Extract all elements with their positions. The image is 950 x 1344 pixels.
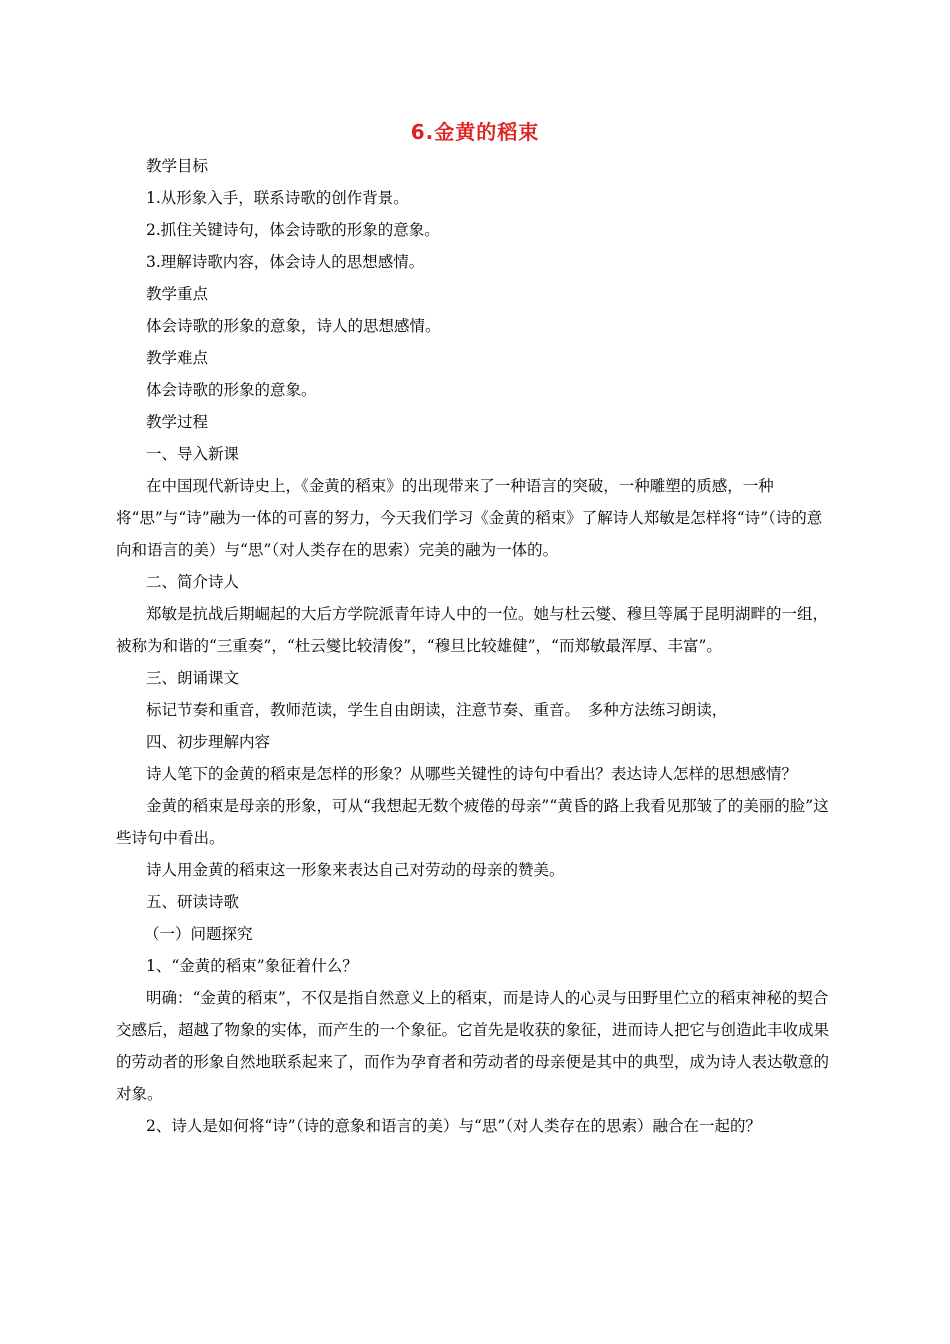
paragraph: 诗人笔下的金黄的稻束是怎样的形象？从哪些关键性的诗句中看出？表达诗人怎样的思想感情？ — [146, 765, 798, 783]
subsection-heading: （一）问题探究 — [144, 925, 253, 943]
heading-teaching-goals: 教学目标 — [146, 157, 209, 175]
paragraph: 体会诗歌的形象的意象，诗人的思想感情。 — [146, 317, 441, 335]
paragraph: 金黄的稻束是母亲的形象，可从“我想起无数个疲倦的母亲”“黄昏的路上我看见那皱了的美丽的脸”这些诗句中看出。 — [116, 797, 829, 847]
page-title: 6.金黄的稻束 — [410, 120, 540, 144]
paragraph: 诗人用金黄的稻束这一形象来表达自己对劳动的母亲的赞美。 — [146, 861, 565, 879]
section-heading: 三、朗诵课文 — [146, 669, 240, 687]
paragraph: 标记节奏和重音，教师范读，学生自由朗读，注意节奏、重音。 多种方法练习朗读， — [146, 701, 728, 719]
question: 2、诗人是如何将“诗”（诗的意象和语言的美）与“思”（对人类存在的思索）融合在一起的？ — [146, 1117, 762, 1135]
paragraph: 在中国现代新诗史上，《金黄的稻束》的出现带来了一种语言的突破，一种雕塑的质感，一种将“思”与“诗”融为一体的可喜的努力，今天我们学习《金黄的稻束》了解诗人郑敏是怎样将“诗”（诗的意向和语言的美）与“思”（对人类存在的思索）完美的融为一体的。 — [116, 477, 823, 559]
question: 1、“金黄的稻束”象征着什么？ — [146, 957, 358, 975]
heading-teaching-key-points: 教学重点 — [146, 285, 209, 303]
section-heading: 五、研读诗歌 — [146, 893, 240, 911]
section-heading: 一、导入新课 — [146, 445, 240, 463]
paragraph: 体会诗歌的形象的意象。 — [146, 381, 317, 399]
section-heading: 二、简介诗人 — [146, 573, 240, 591]
paragraph: 明确：“金黄的稻束”，不仅是指自然意义上的稻束，而是诗人的心灵与田野里伫立的稻束神秘的契合交感后，超越了物象的实体，而产生的一个象征。它首先是收获的象征，进而诗人把它与创造此丰收成果的劳动者的形象自然地联系起来了，而作为孕育者和劳动者的母亲便是其中的典型，成为诗人表达敬意的对象。 — [116, 989, 830, 1103]
goal-item: 2.抓住关键诗句，体会诗歌的形象的意象。 — [146, 221, 440, 239]
paragraph: 郑敏是抗战后期崛起的大后方学院派青年诗人中的一位。她与杜云燮、穆旦等属于昆明湖畔的一组，被称为和谐的“三重奏”，“杜云燮比较清俊”，“穆旦比较雄健”，“而郑敏最浑厚、丰富”。 — [116, 605, 829, 655]
goal-item: 1.从形象入手，联系诗歌的创作背景。 — [146, 189, 409, 207]
heading-teaching-process: 教学过程 — [146, 413, 209, 431]
document-body — [116, 150, 836, 1142]
section-heading: 四、初步理解内容 — [146, 733, 271, 751]
heading-teaching-difficulties: 教学难点 — [146, 349, 209, 367]
goal-item: 3.理解诗歌内容，体会诗人的思想感情。 — [146, 253, 425, 271]
